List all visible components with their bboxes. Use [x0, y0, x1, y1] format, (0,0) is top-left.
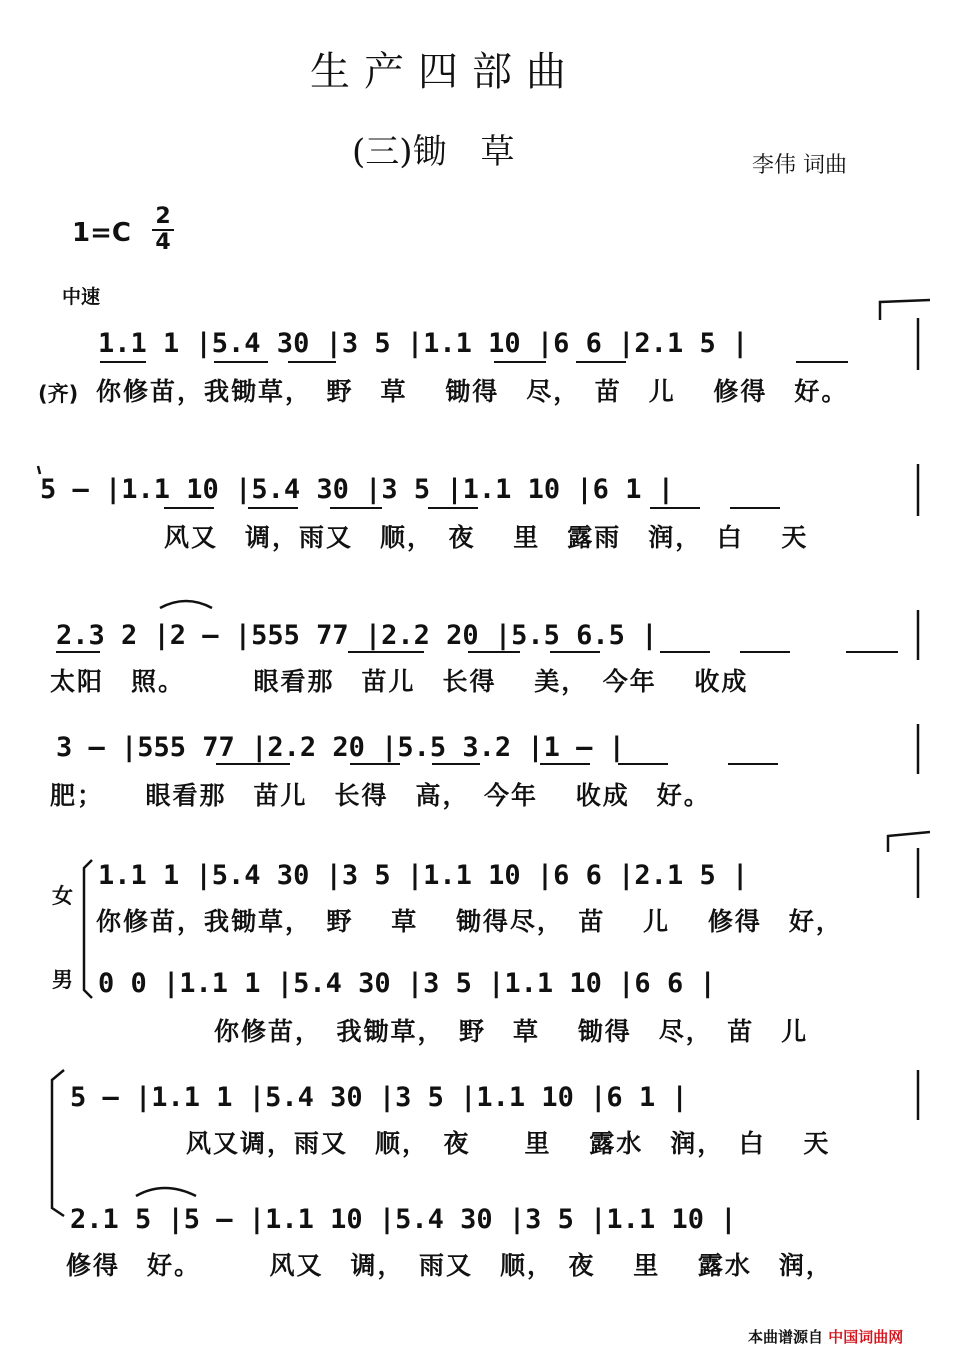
tie-line-6 [136, 1188, 196, 1196]
bracket-line-6 [52, 1070, 64, 1216]
source-footer [748, 1326, 903, 1347]
notation-line-5-female: 1.1 1 |5.4 30 |3 5 |1.1 10 |6 6 |2.1 5 | [98, 860, 749, 891]
tie-line-5 [888, 832, 930, 852]
lyrics-line-2: 风又 调，雨又 顺， 夜 里 露雨 润， 白 天 [164, 523, 809, 552]
author-credit: 李伟 词曲 [752, 153, 847, 178]
lyrics-line-5-female: 你修苗，我锄草， 野 草 锄得尽， 苗 儿 修得 好， [96, 907, 843, 936]
source-site-link[interactable]: 中国词曲网 [828, 1328, 904, 1346]
lyrics-line-4: 肥； 眼看那 苗儿 长得 高， 今年 收成 好。 [50, 781, 711, 810]
lyrics-line-6-female: 风又调，雨又 顺， 夜 里 露水 润， 白 天 [186, 1129, 831, 1158]
notation-line-6-female: 5 — |1.1 1 |5.4 30 |3 5 |1.1 10 |6 1 | [70, 1082, 688, 1113]
lyrics-line-3: 太阳 照。 眼看那 苗儿 长得 美， 今年 收成 [50, 667, 749, 696]
tempo-marking: 中速 [62, 286, 101, 308]
source-label: 本曲谱源自 [748, 1328, 824, 1346]
tie-line-2 [38, 466, 40, 474]
song-subtitle: (三)锄 草 [352, 132, 515, 172]
lyrics-line-1: 你修苗，我锄草， 野 草 锄得 尽， 苗 儿 修得 好。 [96, 377, 849, 406]
bracket-line-5 [84, 860, 92, 998]
notation-line-5-male: 0 0 |1.1 1 |5.4 30 |3 5 |1.1 10 |6 6 | [98, 968, 716, 999]
tie-line-3 [160, 601, 212, 608]
notation-line-1: 1.1 1 |5.4 30 |3 5 |1.1 10 |6 6 |2.1 5 | [98, 328, 749, 359]
time-signature-top: 2 [155, 204, 171, 229]
time-signature-bottom: 4 [155, 230, 171, 255]
notation-line-4: 3 — |555 77 |2.2 20 |5.5 3.2 |1 — | [56, 732, 625, 763]
notation-line-6-male: 2.1 5 |5 — |1.1 10 |5.4 30 |3 5 |1.1 10 | [70, 1204, 737, 1235]
notation-line-2: 5 — |1.1 10 |5.4 30 |3 5 |1.1 10 |6 1 | [40, 474, 674, 505]
lyrics-line-6-male: 修得 好。 风又 调， 雨又 顺， 夜 里 露水 润， [66, 1251, 833, 1280]
part-label-male: 男 [52, 968, 73, 992]
tie-line-1 [880, 300, 930, 320]
song-title: 生产四部曲 [310, 49, 580, 95]
lyrics-line-5-male: 你修苗， 我锄草， 野 草 锄得 尽， 苗 儿 [214, 1017, 809, 1046]
key-signature: 1=C [72, 218, 131, 248]
notation-line-3: 2.3 2 |2 — |555 77 |2.2 20 |5.5 6.5 | [56, 620, 658, 651]
part-label-female: 女 [52, 884, 73, 908]
part-label-unison: (齐) [38, 382, 79, 406]
